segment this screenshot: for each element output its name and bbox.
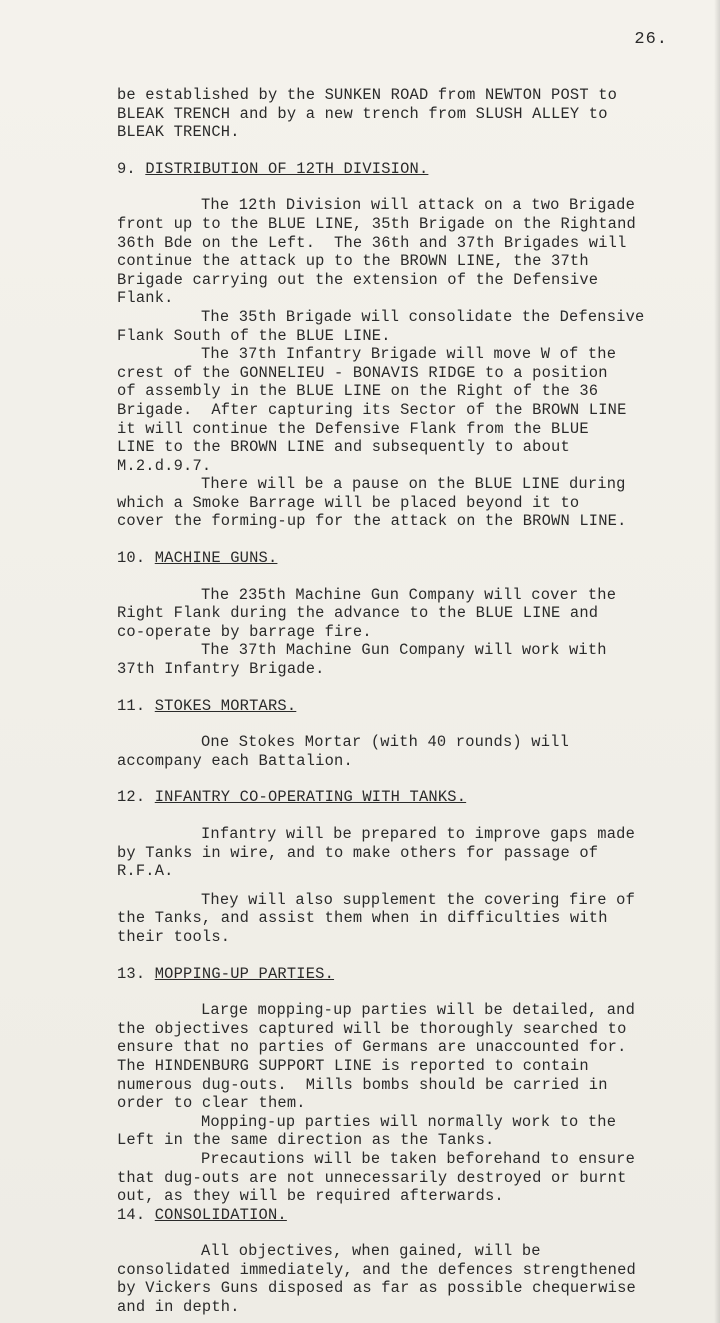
section-number: 9. — [117, 159, 136, 178]
text-line: front up to the BLUE LINE, 35th Brigade on the Rightand — [117, 214, 636, 233]
section-number: 10. — [117, 549, 146, 568]
text-line: out, as they will be required afterwards. — [117, 1187, 504, 1206]
paragraph — [117, 891, 713, 947]
text-line: crest of the GONNELIEU - BONAVIS RIDGE to a position — [117, 363, 608, 382]
section-heading — [117, 965, 713, 984]
text-line: Left in the same direction as the Tanks. — [117, 1131, 495, 1150]
section-14 — [117, 1206, 713, 1317]
section-title: DISTRIBUTION OF 12TH DIVISION. — [145, 159, 429, 178]
paragraph — [117, 1150, 713, 1206]
text-line: The 35th Brigade will consolidate the Defensive — [201, 307, 645, 326]
section-12 — [117, 788, 713, 946]
text-line: M.2.d.9.7. — [117, 456, 212, 475]
page-edge-shadow — [714, 0, 720, 1323]
text-line: order to clear them. — [117, 1094, 306, 1113]
text-line: Flank South of the BLUE LINE. — [117, 326, 391, 345]
section-heading — [117, 160, 713, 179]
text-line: Flank. — [117, 289, 174, 308]
text-line: their tools. — [117, 927, 231, 946]
paragraph — [117, 196, 713, 308]
intro-paragraph — [117, 86, 713, 142]
text-line: BLEAK TRENCH. — [117, 123, 240, 142]
text-line: Large mopping-up parties will be detailed, and — [201, 1001, 636, 1020]
text-line: co-operate by barrage fire. — [117, 622, 372, 641]
text-line: LINE to the BROWN LINE and subsequently to about — [117, 438, 570, 457]
text-line: BLEAK TRENCH and by a new trench from SLUSH ALLEY to — [117, 104, 608, 123]
text-line: The 12th Division will attack on a two Brigade — [201, 196, 636, 215]
section-title: INFANTRY CO-OPERATING WITH TANKS. — [154, 788, 467, 807]
text-line: the objectives captured will be thoroughly searched to — [117, 1019, 627, 1038]
text-line: Brigade. After capturing its Sector of the BROWN LINE — [117, 400, 627, 419]
text-line: They will also supplement the covering fire of — [201, 890, 636, 909]
text-line: that dug-outs are not unnecessarily destroyed or burnt — [117, 1168, 627, 1187]
section-11 — [117, 697, 713, 771]
text-line: accompany each Battalion. — [117, 751, 353, 770]
section-number: 13. — [117, 964, 146, 983]
text-line: Precautions will be taken beforehand to ensure — [201, 1149, 636, 1168]
section-number: 11. — [117, 696, 146, 715]
text-line: continue the attack up to the BROWN LINE, the 37th — [117, 252, 589, 271]
text-line: ensure that no parties of Germans are unaccounted for. — [117, 1038, 627, 1057]
section-heading — [117, 788, 713, 807]
text-line: consolidated immediately, and the defences strengthened — [117, 1260, 636, 1279]
text-line: All objectives, when gained, will be — [201, 1242, 541, 1261]
section-title: CONSOLIDATION. — [154, 1205, 287, 1224]
paragraph — [117, 825, 713, 881]
paragraph — [117, 475, 713, 531]
paragraph — [117, 345, 713, 475]
paragraph — [117, 733, 713, 770]
text-line: Infantry will be prepared to improve gaps made — [201, 825, 636, 843]
text-line: One Stokes Mortar (with 40 rounds) will — [201, 733, 569, 752]
text-line: be established by the SUNKEN ROAD from NEWTON POST to — [117, 86, 618, 104]
document-body — [117, 86, 713, 1317]
paragraph — [117, 308, 713, 345]
section-heading — [117, 549, 713, 568]
text-line: which a Smoke Barrage will be placed beyond it to — [117, 493, 580, 512]
text-line: by Vickers Guns disposed as far as possible chequerwise — [117, 1279, 636, 1298]
page-number: 26. — [634, 30, 668, 49]
text-line: cover the forming-up for the attack on the BROWN LINE. — [117, 512, 627, 531]
section-heading — [117, 1206, 713, 1225]
text-line: Brigade carrying out the extension of the Defensive — [117, 270, 599, 289]
text-line: The 37th Machine Gun Company will work with — [201, 641, 607, 660]
paragraph — [117, 586, 713, 642]
text-line: the Tanks, and assist them when in difficulties with — [117, 909, 608, 928]
text-line: of assembly in the BLUE LINE on the Right of the 36 — [117, 382, 599, 401]
section-heading — [117, 697, 713, 716]
text-line: 37th Infantry Brigade. — [117, 660, 325, 679]
section-9 — [117, 160, 713, 531]
text-line: by Tanks in wire, and to make others for passage of — [117, 843, 599, 862]
text-line: it will continue the Defensive Flank from the BLUE — [117, 419, 589, 438]
section-title: MACHINE GUNS. — [154, 549, 278, 568]
section-title: STOKES MORTARS. — [154, 696, 297, 715]
text-line: Mopping-up parties will normally work to the — [201, 1112, 617, 1131]
section-title: MOPPING-UP PARTIES. — [154, 964, 335, 983]
text-line: R.F.A. — [117, 862, 174, 881]
text-line: The 235th Machine Gun Company will cover the — [201, 585, 617, 604]
text-line: 36th Bde on the Left. The 36th and 37th Brigades will — [117, 233, 627, 252]
text-line: The 37th Infantry Brigade will move W of the — [201, 345, 617, 364]
text-line: The HINDENBURG SUPPORT LINE is reported to contain — [117, 1056, 589, 1075]
text-line: numerous dug-outs. Mills bombs should be carried in — [117, 1075, 608, 1094]
paragraph — [117, 1113, 713, 1150]
section-number: 12. — [117, 788, 146, 807]
section-10 — [117, 549, 713, 679]
section-number: 14. — [117, 1205, 146, 1224]
text-line: Right Flank during the advance to the BLUE LINE and — [117, 604, 599, 623]
paragraph — [117, 1001, 713, 1113]
text-line: and in depth. — [117, 1298, 240, 1317]
text-line: There will be a pause on the BLUE LINE during — [201, 475, 626, 494]
paragraph — [117, 641, 713, 678]
paragraph — [117, 1242, 713, 1316]
section-13 — [117, 965, 713, 1206]
